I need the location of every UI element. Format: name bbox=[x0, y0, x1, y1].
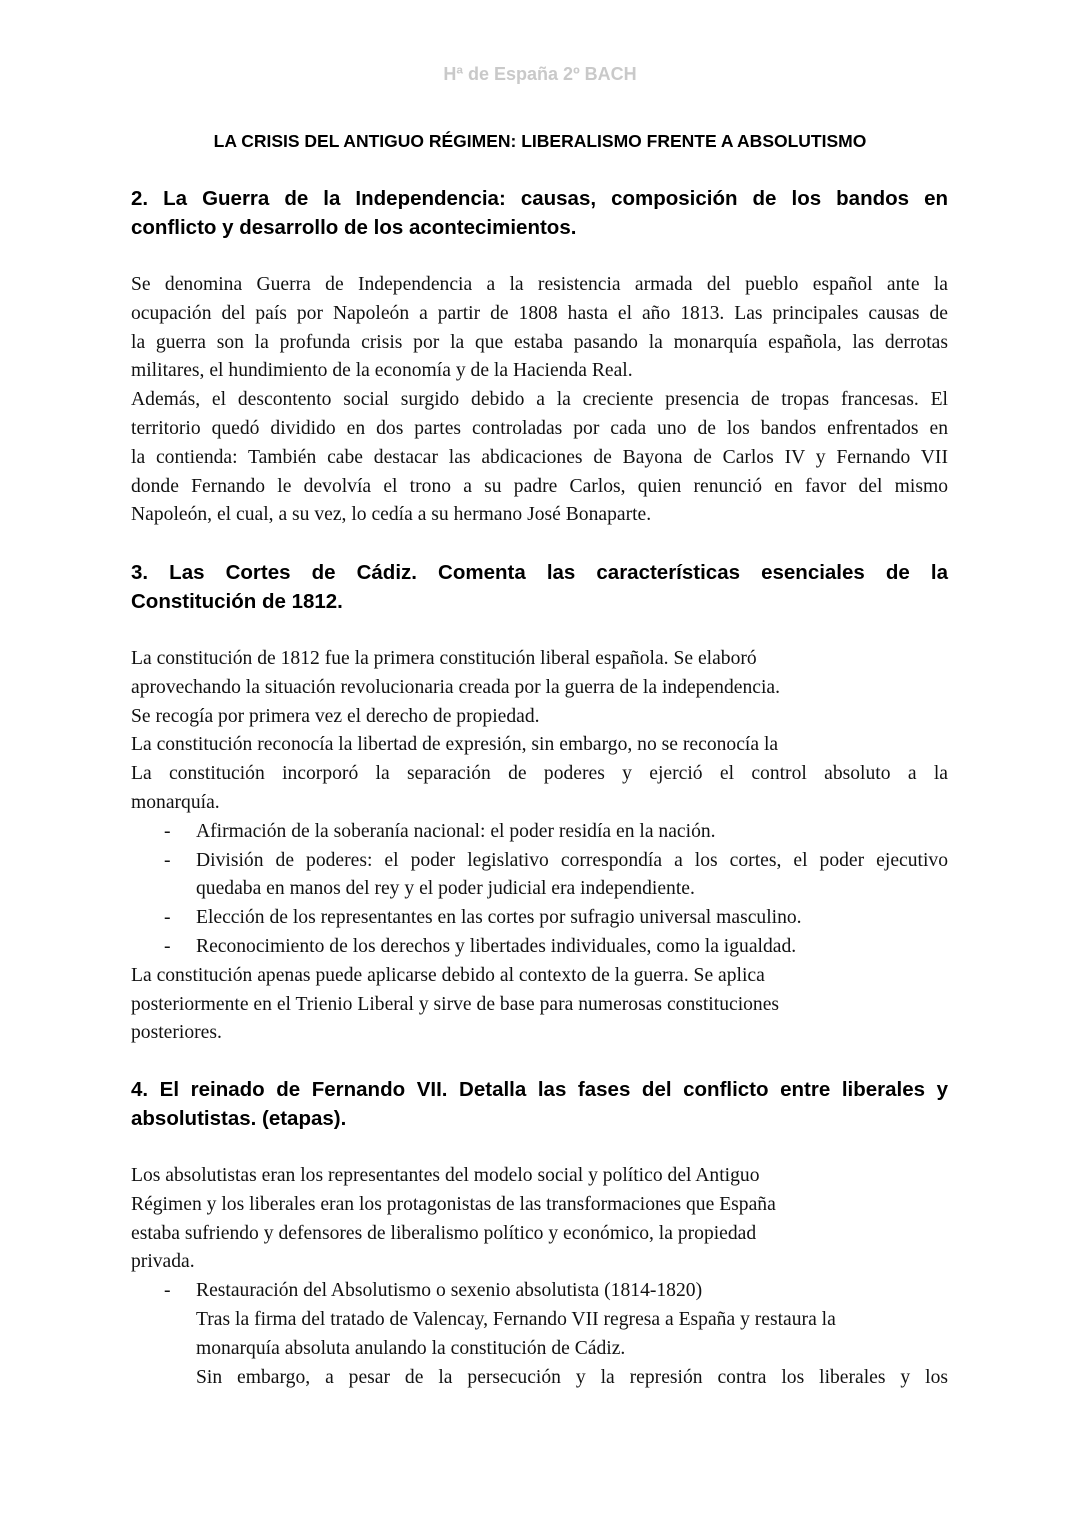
text-line: militares, el hundimiento de la economía y de la Hacienda Real. bbox=[131, 360, 633, 382]
list-item bbox=[131, 1277, 948, 1306]
section-2-heading bbox=[131, 184, 948, 242]
list-item-text: Sin embargo, a pesar de la persecución y la represión contra los liberales y los bbox=[196, 1366, 948, 1388]
list-item-text: Afirmación de la soberanía nacional: el poder residía en la nación. bbox=[196, 820, 716, 842]
text-line: la contienda: También cabe destacar las abdicaciones de Bayona de Carlos IV y Fernando VII bbox=[131, 446, 948, 468]
text-line: Régimen y los liberales eran los protagonistas de las transformaciones que España bbox=[131, 1193, 776, 1215]
document-title: LA CRISIS DEL ANTIGUO RÉGIMEN: LIBERALISMO FRENTE A ABSOLUTISMO bbox=[213, 131, 867, 151]
text-line: La constitución apenas puede aplicarse debido al contexto de la guerra. Se aplica bbox=[131, 964, 765, 986]
section-2-body bbox=[131, 271, 948, 530]
text-line: territorio quedó dividido en dos partes controladas por cada uno de los bandos enfrentados en bbox=[131, 417, 948, 439]
list-item-text: Reconocimiento de los derechos y libertades individuales, como la igualdad. bbox=[196, 935, 797, 957]
list-item bbox=[131, 818, 948, 847]
text-line: monarquía. bbox=[131, 791, 220, 813]
bullet-dash: - bbox=[164, 907, 171, 929]
text-line: estaba sufriendo y defensores de liberalismo político y económico, la propiedad bbox=[131, 1222, 757, 1244]
heading-line: conflicto y desarrollo de los acontecimientos. bbox=[131, 216, 577, 239]
list-item-text: Restauración del Absolutismo o sexenio absolutista (1814-1820) bbox=[196, 1280, 703, 1302]
list-item-continuation: monarquía absoluta anulando la constitución de Cádiz. bbox=[196, 1337, 626, 1359]
list-item bbox=[131, 904, 948, 933]
text-line: donde Fernando le devolvía el trono a su padre Carlos, quien renunció en favor del mismo bbox=[131, 475, 948, 497]
list-item-text: División de poderes: el poder legislativo correspondía a los cortes, el poder ejecutivo bbox=[196, 849, 948, 871]
text-line: posteriores. bbox=[131, 1022, 222, 1044]
heading-line: Constitución de 1812. bbox=[131, 590, 343, 613]
heading-line: 3. Las Cortes de Cádiz. Comenta las características esenciales de la bbox=[131, 561, 948, 584]
section-3-heading bbox=[131, 558, 948, 616]
text-line: posteriormente en el Trienio Liberal y sirve de base para numerosas constituciones bbox=[131, 993, 780, 1015]
text-line: Se denomina Guerra de Independencia a la resistencia armada del pueblo español ante la bbox=[131, 274, 948, 295]
list-item-continuation bbox=[131, 1364, 948, 1393]
text-line: La constitución reconocía la libertad de expresión, sin embargo, no se reconocía la bbox=[131, 734, 779, 756]
text-line: La constitución de 1812 fue la primera constitución liberal española. Se elaboró bbox=[131, 648, 757, 669]
text-line: la guerra son la profunda crisis por la que estaba pasando la monarquía española, las derrotas bbox=[131, 331, 948, 353]
list-item-text: Elección de los representantes en las cortes por sufragio universal masculino. bbox=[196, 907, 802, 929]
bullet-dash: - bbox=[164, 935, 171, 957]
list-item bbox=[131, 847, 948, 876]
text-line: ocupación del país por Napoleón a partir de 1808 hasta el año 1813. Las principales causas de bbox=[131, 302, 948, 324]
heading-line: 4. El reinado de Fernando VII. Detalla las fases del conflicto entre liberales y bbox=[131, 1078, 948, 1101]
bullet-dash: - bbox=[164, 820, 171, 842]
section-4-heading bbox=[131, 1075, 948, 1133]
text-line: La constitución incorporó la separación de poderes y ejerció el control absoluto a la bbox=[131, 763, 948, 785]
text-line: Además, el descontento social surgido debido a la creciente presencia de tropas francesas. El bbox=[131, 389, 948, 411]
list-item-continuation: Tras la firma del tratado de Valencay, Fernando VII regresa a España y restaura la bbox=[196, 1308, 836, 1330]
section-3-body bbox=[131, 645, 948, 1048]
section-4-body bbox=[131, 1162, 948, 1392]
bullet-dash: - bbox=[164, 849, 171, 871]
text-line: privada. bbox=[131, 1251, 195, 1273]
text-line: Napoleón, el cual, a su vez, lo cedía a su hermano José Bonaparte. bbox=[131, 504, 652, 526]
bullet-dash: - bbox=[164, 1280, 171, 1302]
text-line: Se recogía por primera vez el derecho de propiedad. bbox=[131, 705, 540, 727]
text-line: Los absolutistas eran los representantes del modelo social y político del Antiguo bbox=[131, 1165, 760, 1186]
list-item bbox=[131, 933, 948, 962]
text-line: aprovechando la situación revolucionaria creada por la guerra de la independencia. bbox=[131, 676, 780, 698]
page-header: Hª de España 2º BACH bbox=[443, 64, 637, 84]
heading-line: absolutistas. (etapas). bbox=[131, 1107, 347, 1130]
heading-line: 2. La Guerra de la Independencia: causas, composición de los bandos en bbox=[131, 187, 948, 210]
list-item-continuation: quedaba en manos del rey y el poder judicial era independiente. bbox=[196, 878, 695, 900]
